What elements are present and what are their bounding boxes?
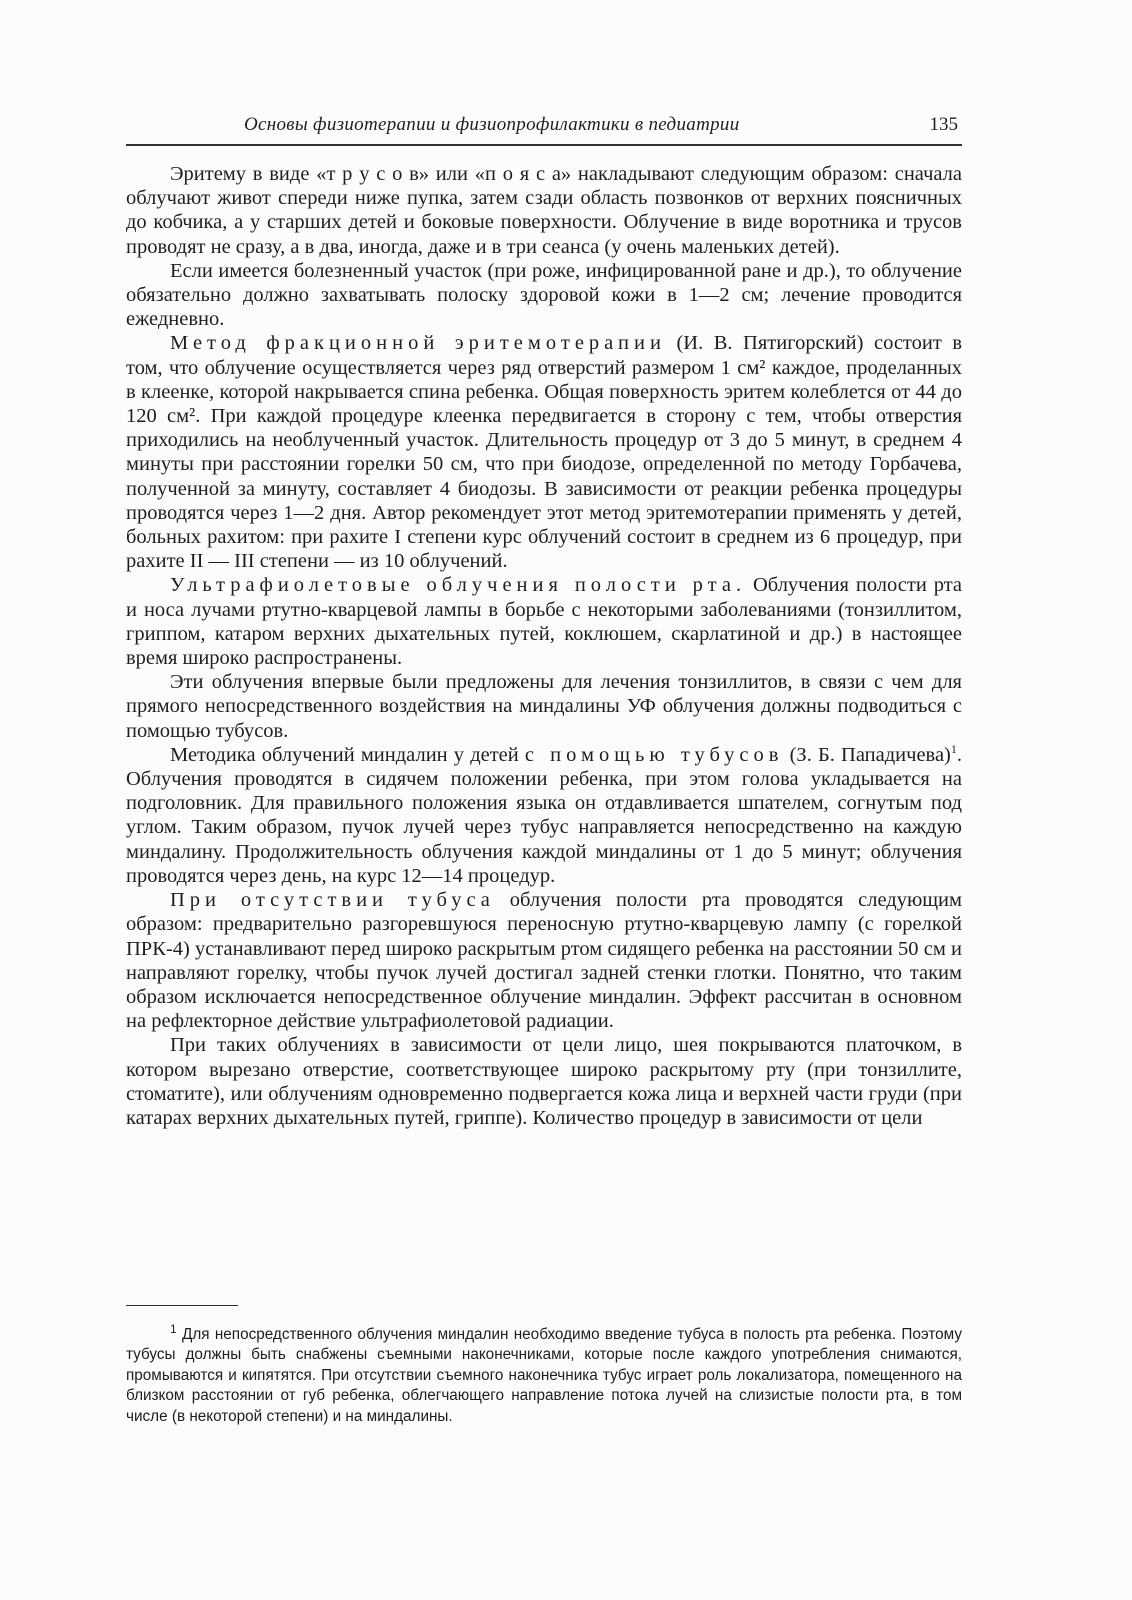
paragraph-4 [126, 573, 962, 670]
footnote-text: Для непосредственного облучения миндалин необходимо введение тубуса в полость рта ребенка. Поэтому тубусы должны быть снабжены съемными наконечниками, которые после каждого употребления снимаются, промываются и кипятятся. При отсутствии съемного наконечника тубус играет роль локализатора, помещенного на близком расстоянии от губ ребенка, облегчающего направление потока лучей на слизистые полости рта, в том числе (в некоторой степени) и на миндалины. [126, 1326, 962, 1425]
paragraph-3 [126, 331, 962, 573]
paragraph-text: . Облучения проводятся в сидячем положении ребенка, при этом голова укладывается на подголовник. Для правильного положения языка он отдавливается шпателем, согнутым под углом. Таким образом, пучок лучей через тубус направляется непосредственно на каждую миндалину. Продолжительность облучения каждой миндалины от 1 до 5 минут; облучения проводятся через день, на курс 12—14 процедур. [126, 743, 962, 887]
page-number: 135 [929, 114, 958, 135]
spaced-term: Метод фракционной эритемотерапии [170, 332, 666, 355]
paragraph-text: (З. Б. Пападичева) [783, 743, 951, 766]
paragraph-2: Если имеется болезненный участок (при роже, инфицированной ране и др.), то облучение обязательно должно захватывать полоску здоровой кожи в 1—2 см; лечение проводится ежедневно. [126, 259, 962, 331]
paragraph-text: (И. В. Пятигорский) состоит в том, что облучение осуществляется через ряд отверстий размером 1 см² каждое, проделанных в клеенке, которой накрывается спина ребенка. Общая поверхность эритем колеблется от 44 до 120 см². При каждой процедуре клеенка передвигается в сторону с тем, чтобы отверстия приходились на необлученный участок. Длительность процедур от 3 до 5 минут, в среднем 4 минуты при расстоянии горелки 50 см, что при биодозе, определенной по методу Горбачева, полученной за минуту, составляет 4 биодозы. В зависимости от реакции ребенка процедуры проводятся через 1—2 дня. Автор рекомендует этот метод эритемотерапии применять у детей, больных рахитом: при рахите I степени курс облучений состоит в среднем из 6 процедур, при рахите II — III степени — из 10 облучений. [126, 332, 963, 573]
paragraph-text: Облучения полости рта и носа лучами ртутно-кварцевой лампы в борьбе с некоторыми заболеваниями (тонзиллитом, гриппом, катаром верхних дыхательных путей, коклюшем, скарлатиной и др.) в настоящее время широко распространены. [126, 574, 962, 670]
spaced-term: Ультрафиолетовые облучения полости рта. [170, 574, 747, 597]
footnote [126, 1321, 962, 1427]
running-title: Основы физиотерапии и физиопрофилактики в педиатрии [244, 114, 740, 135]
spaced-term: с помощью тубусов [524, 743, 784, 766]
footnote-divider [126, 1305, 238, 1306]
footnote-reference: 1 [950, 742, 957, 757]
paragraph-text: облучения полости рта проводятся следующим образом: предварительно разгоревшуюся переносную ртутно-кварцевую лампу (с горелкой ПРК-4) устанавливают перед широко раскрытым ртом сидящего ребенка на расстоянии 50 см и направляют горелку, чтобы пучок лучей достигал задней стенки глотки. Понятно, что таким образом исключается непосредственное облучение миндалин. Эффект рассчитан в основном на рефлекторное действие ультрафиолетовой радиации. [126, 889, 962, 1033]
paragraph-8: При таких облучениях в зависимости от цели лицо, шея покрываются платочком, в котором вырезано отверстие, соответствующее широко раскрытому рту (при тонзиллите, стоматите), или облучениям одновременно подвергается кожа лица и верхней части груди (при катарах верхних дыхательных путей, гриппе). Количество процедур в зависимости от цели [126, 1034, 962, 1129]
paragraph-7 [126, 888, 962, 1033]
footnote-marker: 1 [170, 1321, 177, 1336]
footnote-paragraph [126, 1321, 962, 1427]
spaced-term: При отсутствии тубуса [170, 889, 495, 912]
running-header [126, 114, 962, 146]
paragraph-text: Методика облучений миндалин у детей [170, 743, 525, 766]
paragraph-5: Эти облучения впервые были предложены для лечения тонзиллитов, в связи с чем для прямого непосредственного воздействия на миндалины УФ облучения должны подводиться с помощью тубусов. [126, 671, 962, 742]
paragraph-1: Эритему в виде «т р у с о в» или «п о я с а» накладывают следующим образом: сначала облучают живот спереди ниже пупка, затем сзади область позвонков от верхних поясничных до кобчика, а у старших детей и боковые поверхности. Облучение в виде воротника и трусов проводят не сразу, а в два, иногда, даже и в три сеанса (у очень маленьких детей). [126, 163, 962, 258]
main-text [126, 162, 962, 1130]
paragraph-6 [126, 743, 962, 888]
